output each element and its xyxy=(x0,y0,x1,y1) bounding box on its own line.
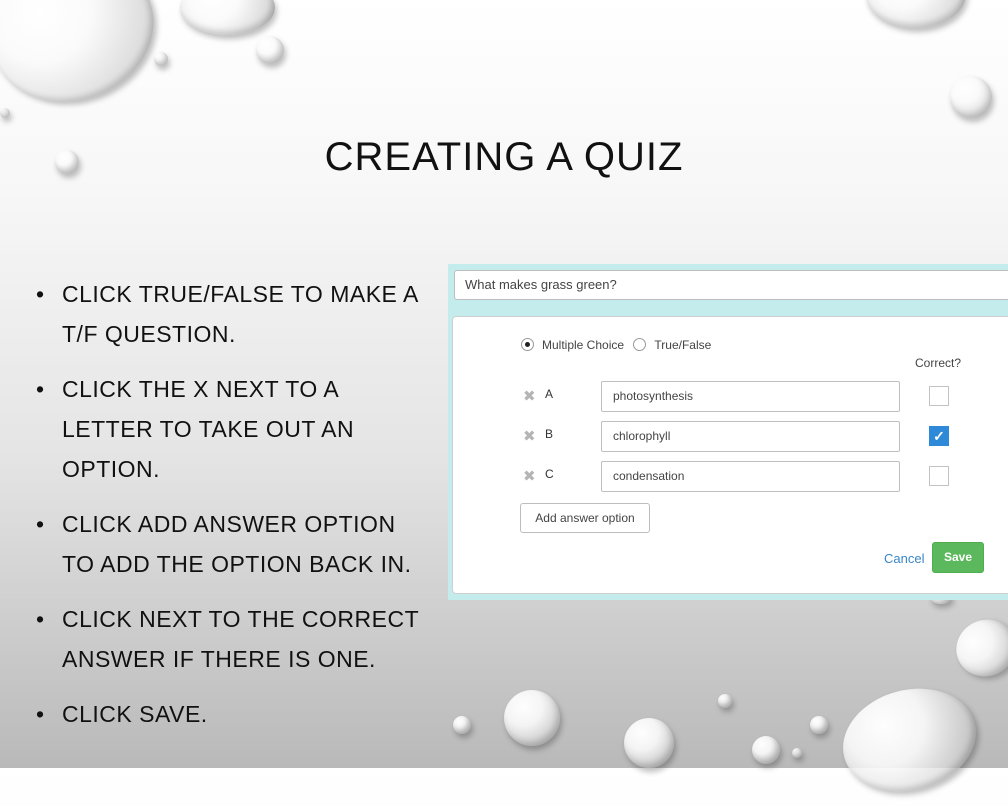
water-drop-icon xyxy=(831,674,987,806)
correct-column-header: Correct? xyxy=(915,356,962,370)
bullet-icon: • xyxy=(36,511,45,537)
water-drop-icon xyxy=(752,736,780,764)
checkmark-icon: ✓ xyxy=(933,428,945,444)
true-false-radio[interactable] xyxy=(633,338,646,351)
water-drop-icon xyxy=(0,108,10,118)
bullet-text: CLICK NEXT TO THE CORRECT ANSWER IF THERE IS ONE. xyxy=(62,606,419,672)
bullet-text: CLICK SAVE. xyxy=(62,701,208,727)
bullet-icon: • xyxy=(36,376,45,402)
bullet-item xyxy=(36,274,426,354)
true-false-label[interactable]: True/False xyxy=(654,337,712,352)
option-letter: B xyxy=(545,427,554,441)
cancel-link[interactable]: Cancel xyxy=(884,551,925,566)
remove-option-icon[interactable]: ✖ xyxy=(523,428,536,445)
water-drop-icon xyxy=(0,0,174,124)
water-drop-icon xyxy=(810,716,828,734)
water-drop-icon xyxy=(947,610,1008,686)
bullet-icon: • xyxy=(36,701,45,727)
answer-option-row xyxy=(453,421,1008,453)
bullet-text: CLICK TRUE/FALSE TO MAKE A T/F QUESTION. xyxy=(62,281,418,347)
correct-checkbox[interactable] xyxy=(929,386,949,406)
bullet-item xyxy=(36,599,426,679)
question-type-selector xyxy=(521,337,717,352)
bullet-text: CLICK THE X NEXT TO A LETTER TO TAKE OUT AN OPTION. xyxy=(62,376,355,482)
option-input[interactable]: photosynthesis xyxy=(601,381,900,412)
answer-option-row xyxy=(453,381,1008,413)
bullet-item xyxy=(36,369,426,489)
remove-option-icon[interactable]: ✖ xyxy=(523,388,536,405)
question-input[interactable]: What makes grass green? xyxy=(454,270,1008,300)
option-letter: C xyxy=(545,467,554,481)
option-letter: A xyxy=(545,387,554,401)
water-drop-icon xyxy=(950,76,992,118)
bullet-icon: • xyxy=(36,281,45,307)
water-drop-icon xyxy=(256,36,284,64)
bullet-item xyxy=(36,694,426,734)
option-input[interactable]: chlorophyll xyxy=(601,421,900,452)
correct-checkbox[interactable] xyxy=(929,466,949,486)
bullet-text: CLICK ADD ANSWER OPTION TO ADD THE OPTION BACK IN. xyxy=(62,511,412,577)
water-drop-icon xyxy=(866,0,966,28)
water-drop-icon xyxy=(624,718,674,768)
remove-option-icon[interactable]: ✖ xyxy=(523,468,536,485)
bullet-list xyxy=(36,274,426,749)
slide-title: CREATING A QUIZ xyxy=(324,135,684,179)
water-drop-icon xyxy=(718,694,732,708)
water-drop-icon xyxy=(154,52,168,66)
option-input[interactable]: condensation xyxy=(601,461,900,492)
multiple-choice-radio[interactable] xyxy=(521,338,534,351)
quiz-editor-screenshot xyxy=(448,264,1008,600)
answer-option-row xyxy=(453,461,1008,493)
water-drop-icon xyxy=(504,690,560,746)
bullet-item xyxy=(36,504,426,584)
answer-editor xyxy=(452,316,1008,594)
water-drop-icon xyxy=(180,0,275,35)
water-drop-icon xyxy=(792,748,802,758)
multiple-choice-label[interactable]: Multiple Choice xyxy=(542,337,625,352)
save-button[interactable]: Save xyxy=(932,542,984,573)
add-answer-option-button[interactable]: Add answer option xyxy=(520,503,650,533)
bullet-icon: • xyxy=(36,606,45,632)
water-drop-icon xyxy=(453,716,471,734)
correct-checkbox-checked[interactable] xyxy=(929,426,949,446)
